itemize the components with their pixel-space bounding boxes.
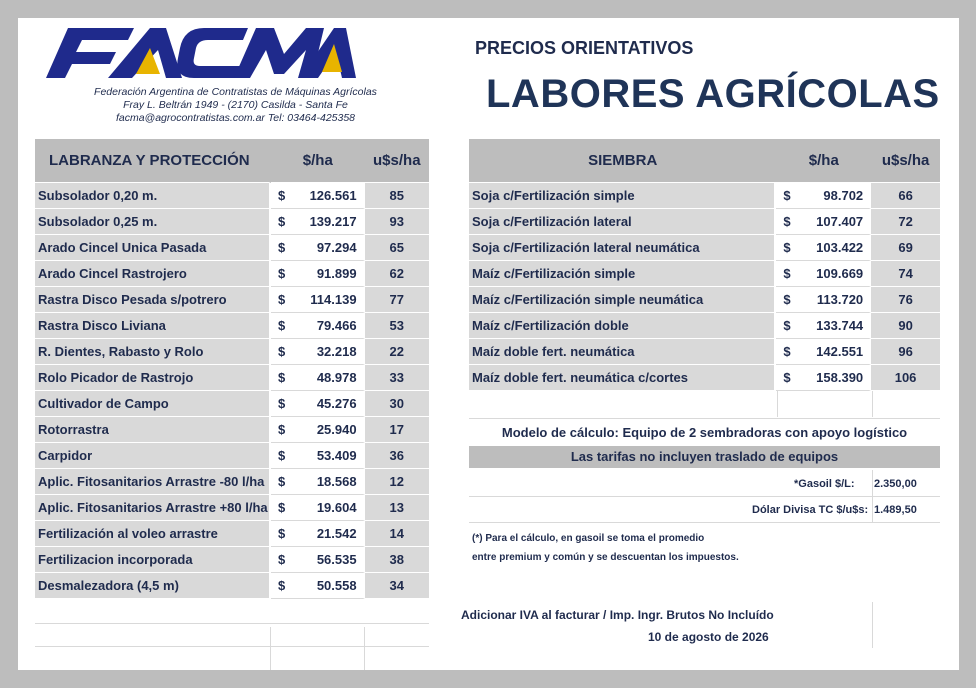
organization-info	[58, 86, 413, 125]
siembra-row	[469, 365, 940, 391]
price-pesos: 107.407	[799, 209, 871, 235]
price-pesos: 48.978	[294, 365, 364, 391]
price-pesos: 18.568	[294, 469, 364, 495]
siembra-row	[469, 183, 940, 209]
currency-symbol: $	[271, 573, 294, 599]
labranza-row	[35, 365, 429, 391]
price-pesos: 19.604	[294, 495, 364, 521]
labranza-row	[35, 547, 429, 573]
currency-symbol: $	[271, 443, 294, 469]
page-subtitle: PRECIOS ORIENTATIVOS	[475, 38, 694, 58]
price-usd: 22	[365, 339, 429, 365]
price-pesos: 32.218	[294, 339, 364, 365]
price-usd: 36	[365, 443, 429, 469]
price-pesos: 139.217	[294, 209, 364, 235]
price-pesos: 142.551	[799, 339, 871, 365]
siembra-row	[469, 313, 940, 339]
currency-symbol: $	[776, 261, 799, 287]
row-name: Fertilizacion incorporada	[35, 547, 271, 573]
labranza-row	[35, 417, 429, 443]
facma-logo	[38, 18, 358, 89]
currency-symbol: $	[271, 339, 294, 365]
price-usd: 30	[365, 391, 429, 417]
grid-line	[469, 496, 940, 497]
price-usd: 65	[365, 235, 429, 261]
gasoil-value: 2.350,00	[874, 478, 917, 490]
row-name: Aplic. Fitosanitarios Arrastre +80 l/ha	[35, 495, 271, 521]
price-usd: 74	[871, 261, 940, 287]
grid-line	[469, 418, 940, 419]
siembra-row	[469, 287, 940, 313]
row-name: R. Dientes, Rabasto y Rolo	[35, 339, 271, 365]
row-name: Cultivador de Campo	[35, 391, 271, 417]
currency-symbol: $	[271, 417, 294, 443]
tariffs-band: Las tarifas no incluyen traslado de equipos	[469, 446, 940, 468]
price-usd: 69	[871, 235, 940, 261]
siembra-table	[469, 139, 940, 391]
siembra-header-row	[469, 139, 940, 183]
siembra-col-usd: u$s/ha	[871, 139, 940, 183]
price-usd: 106	[871, 365, 940, 391]
labranza-col-usd: u$s/ha	[365, 139, 429, 183]
currency-symbol: $	[776, 235, 799, 261]
row-name: Fertilización al voleo arrastre	[35, 521, 271, 547]
row-name: Subsolador 0,20 m.	[35, 183, 271, 209]
price-usd: 53	[365, 313, 429, 339]
row-name: Maíz c/Fertilización simple neumática	[469, 287, 776, 313]
price-pesos: 126.561	[294, 183, 364, 209]
gasoil-label: *Gasoil $/L:	[794, 478, 855, 490]
row-name: Arado Cincel Unica Pasada	[35, 235, 271, 261]
price-usd: 33	[365, 365, 429, 391]
currency-symbol: $	[776, 209, 799, 235]
price-pesos: 133.744	[799, 313, 871, 339]
row-name: Aplic. Fitosanitarios Arrastre -80 l/ha	[35, 469, 271, 495]
price-usd: 17	[365, 417, 429, 443]
org-name: Federación Argentina de Contratistas de Máquinas Agrícolas	[94, 86, 377, 98]
currency-symbol: $	[271, 495, 294, 521]
grid-line	[270, 627, 271, 670]
dolar-value: 1.489,50	[874, 504, 917, 516]
price-sheet	[18, 18, 959, 670]
labranza-table	[35, 139, 429, 599]
price-pesos: 98.702	[799, 183, 871, 209]
currency-symbol: $	[776, 183, 799, 209]
price-pesos: 79.466	[294, 313, 364, 339]
price-pesos: 21.542	[294, 521, 364, 547]
row-name: Maíz c/Fertilización simple	[469, 261, 776, 287]
price-usd: 12	[365, 469, 429, 495]
row-name: Rolo Picador de Rastrojo	[35, 365, 271, 391]
row-name: Soja c/Fertilización simple	[469, 183, 776, 209]
price-usd: 76	[871, 287, 940, 313]
price-usd: 66	[871, 183, 940, 209]
grid-line	[364, 627, 365, 670]
row-name: Maíz doble fert. neumática	[469, 339, 776, 365]
labranza-row	[35, 495, 429, 521]
price-usd: 14	[365, 521, 429, 547]
price-pesos: 114.139	[294, 287, 364, 313]
page-title: LABORES AGRÍCOLAS	[486, 72, 940, 116]
price-pesos: 53.409	[294, 443, 364, 469]
row-name: Maíz doble fert. neumática c/cortes	[469, 365, 776, 391]
currency-symbol: $	[271, 547, 294, 573]
labranza-row	[35, 287, 429, 313]
price-usd: 90	[871, 313, 940, 339]
labranza-row	[35, 261, 429, 287]
siembra-row	[469, 209, 940, 235]
price-pesos: 45.276	[294, 391, 364, 417]
price-usd: 93	[365, 209, 429, 235]
price-usd: 77	[365, 287, 429, 313]
currency-symbol: $	[271, 235, 294, 261]
grid-line	[872, 602, 873, 648]
row-name: Rotorrastra	[35, 417, 271, 443]
price-usd: 85	[365, 183, 429, 209]
currency-symbol: $	[271, 521, 294, 547]
grid-line	[777, 391, 778, 417]
price-usd: 13	[365, 495, 429, 521]
labranza-row	[35, 313, 429, 339]
siembra-row	[469, 235, 940, 261]
labranza-col-pesos: $/ha	[271, 139, 365, 183]
gasoil-note-line2: entre premium y común y se descuentan los impuestos.	[472, 552, 739, 563]
row-name: Rastra Disco Pesada s/potrero	[35, 287, 271, 313]
siembra-title: SIEMBRA	[469, 139, 776, 183]
labranza-row	[35, 521, 429, 547]
price-pesos: 113.720	[799, 287, 871, 313]
gasoil-note-line1: (*) Para el cálculo, en gasoil se toma el promedio	[472, 533, 705, 544]
currency-symbol: $	[271, 391, 294, 417]
currency-symbol: $	[271, 261, 294, 287]
price-usd: 72	[871, 209, 940, 235]
grid-line	[872, 391, 873, 417]
price-pesos: 56.535	[294, 547, 364, 573]
row-name: Soja c/Fertilización lateral neumática	[469, 235, 776, 261]
currency-symbol: $	[271, 365, 294, 391]
dolar-label: Dólar Divisa TC $/u$s:	[752, 504, 869, 516]
currency-symbol: $	[776, 339, 799, 365]
grid-line	[35, 623, 429, 624]
price-pesos: 91.899	[294, 261, 364, 287]
row-name: Soja c/Fertilización lateral	[469, 209, 776, 235]
currency-symbol: $	[271, 209, 294, 235]
org-contact: facma@agrocontratistas.com.ar Tel: 03464-425358	[115, 112, 356, 124]
labranza-row	[35, 235, 429, 261]
siembra-row	[469, 339, 940, 365]
currency-symbol: $	[776, 287, 799, 313]
labranza-row	[35, 443, 429, 469]
org-address: Fray L. Beltrán 1949 - (2170) Casilda - Santa Fe	[123, 99, 348, 111]
iva-note: Adicionar IVA al facturar / Imp. Ingr. Brutos No Incluído	[461, 608, 774, 622]
currency-symbol: $	[271, 183, 294, 209]
labranza-row	[35, 573, 429, 599]
calc-model-text: Modelo de cálculo: Equipo de 2 sembradoras con apoyo logístico	[501, 425, 908, 440]
currency-symbol: $	[271, 469, 294, 495]
labranza-header-row	[35, 139, 429, 183]
price-pesos: 109.669	[799, 261, 871, 287]
price-usd: 96	[871, 339, 940, 365]
price-pesos: 103.422	[799, 235, 871, 261]
siembra-col-pesos: $/ha	[776, 139, 871, 183]
grid-line	[35, 646, 429, 647]
grid-line	[872, 470, 873, 522]
row-name: Desmalezadora (4,5 m)	[35, 573, 271, 599]
grid-line	[469, 522, 940, 523]
report-date: 10 de agosto de 2026	[648, 630, 769, 644]
currency-symbol: $	[776, 365, 799, 391]
currency-symbol: $	[271, 287, 294, 313]
siembra-row	[469, 261, 940, 287]
labranza-row	[35, 183, 429, 209]
row-name: Rastra Disco Liviana	[35, 313, 271, 339]
labranza-row	[35, 469, 429, 495]
price-usd: 38	[365, 547, 429, 573]
row-name: Subsolador 0,25 m.	[35, 209, 271, 235]
row-name: Maíz c/Fertilización doble	[469, 313, 776, 339]
labranza-row	[35, 391, 429, 417]
price-usd: 34	[365, 573, 429, 599]
price-pesos: 50.558	[294, 573, 364, 599]
labranza-row	[35, 339, 429, 365]
currency-symbol: $	[271, 313, 294, 339]
price-usd: 62	[365, 261, 429, 287]
price-pesos: 25.940	[294, 417, 364, 443]
labranza-row	[35, 209, 429, 235]
currency-symbol: $	[776, 313, 799, 339]
row-name: Carpidor	[35, 443, 271, 469]
price-pesos: 97.294	[294, 235, 364, 261]
labranza-title: LABRANZA Y PROTECCIÓN	[35, 139, 271, 183]
row-name: Arado Cincel Rastrojero	[35, 261, 271, 287]
price-pesos: 158.390	[799, 365, 871, 391]
